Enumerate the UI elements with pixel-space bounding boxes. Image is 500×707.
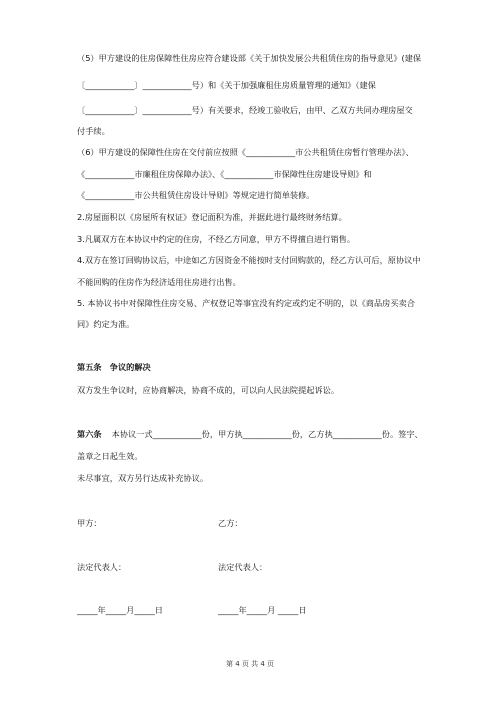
date-a: _____年_____月_____日 bbox=[77, 605, 163, 615]
rep-a-label: 法定代表人： bbox=[77, 562, 127, 572]
rep-b-label: 法定代表人： bbox=[218, 562, 268, 572]
article6-title: 第六条 bbox=[77, 429, 102, 439]
paragraph-line: 不能回购的住房作为经济适用住房进行出售。 bbox=[77, 277, 241, 287]
article6-text: 本协议一式____________份，甲方执____________份，乙方执____________份。签字、 bbox=[111, 429, 423, 439]
article5-text: 双方发生争议时，应协商解决，协商不成的，可以向人民法院提起诉讼。 bbox=[77, 385, 340, 395]
party-a-label: 甲方： bbox=[77, 518, 102, 528]
paragraph-line: 《____________市廉租住房保障办法》、《____________市保障性住房建设导则》和 bbox=[77, 169, 372, 179]
date-b: _____年_____月 _____日 bbox=[218, 605, 307, 615]
paragraph-line: 同》约定为准。 bbox=[77, 319, 135, 329]
page-footer: 第 4 页 共 4 页 bbox=[225, 660, 275, 668]
paragraph-line: 5. 本协议书中对保障性住房交易、产权登记等事宜没有约定或约定不明的，以《商品房买卖合 bbox=[77, 298, 415, 308]
paragraph-line: 〔____________〕____________号）和《关于加强廉租住房质量管理的通知》（建保 bbox=[77, 80, 376, 90]
paragraph-line: 〔____________〕____________号）有关要求，经竣工验收后，由甲、乙双方共同办理房屋交 bbox=[77, 105, 413, 115]
paragraph-line: （5）甲方建设的住房保障性住房应符合建设部《关于加快发展公共租赁住房的指导意见》(建保 bbox=[77, 53, 422, 63]
paragraph-line: 3.凡属双方在本协议中约定的住房，不经乙方同意，甲方不得擅自进行销售。 bbox=[77, 234, 356, 244]
paragraph-line: （6）甲方建设的保障性住房在交付前应按照《____________市公共租赁住房暂行管理办法》、 bbox=[77, 147, 414, 157]
party-b-label: 乙方： bbox=[218, 518, 243, 528]
article6-line1 bbox=[77, 428, 423, 440]
article5-title: 第五条 争议的解决 bbox=[77, 362, 151, 372]
article6-line2: 盖章之日起生效。 bbox=[77, 451, 143, 461]
paragraph-line: 2.房屋面积以《房屋所有权证》登记面积为准，并据此进行最终财务结算。 bbox=[77, 212, 347, 222]
paragraph-line: 4.双方在签订回购协议后，中途如乙方因资金不能按时支付回购款的，经乙方认可后，原协议中 bbox=[77, 255, 421, 265]
paragraph-line: 《____________市公共租赁住房设计导则》等规定进行简单装修。 bbox=[77, 190, 315, 200]
paragraph-line: 付手续。 bbox=[77, 126, 110, 136]
article6-line3: 未尽事宜，双方另行达成补充协议。 bbox=[77, 473, 209, 483]
